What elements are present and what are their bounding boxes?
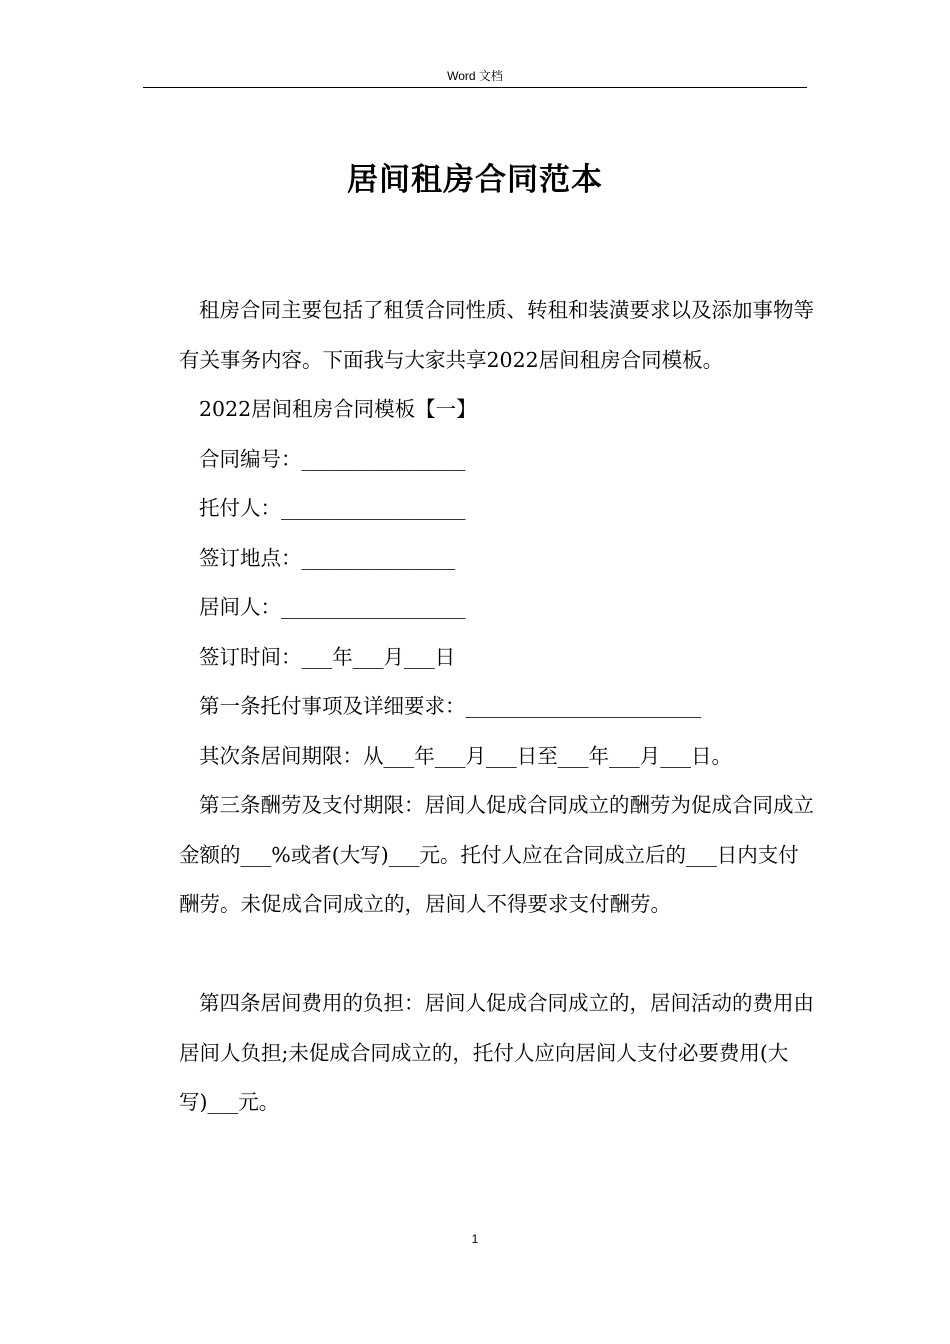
principal-field: 托付人：__________________: [199, 496, 466, 520]
article-1: 第一条托付事项及详细要求：_______________________: [199, 694, 702, 718]
header-divider: [143, 87, 807, 88]
signing-place-field: 签订地点：_______________: [199, 545, 456, 570]
article-2: 其次条居间期限：从___年___月___日至___年___月___日。: [199, 743, 732, 768]
document-title: 居间租房合同范本: [347, 162, 603, 198]
intermediary-field: 居间人：__________________: [199, 595, 466, 619]
signing-date-field: 签订时间：___年___月___日: [199, 644, 456, 669]
section-heading: 2022居间租房合同模板【一】: [199, 397, 477, 421]
page-number: 1: [471, 1232, 479, 1246]
document-body: [179, 286, 819, 1128]
article-3: 第三条酬劳及支付期限：居间人促成合同成立的酬劳为促成合同成立金额的___%或者(大写)___元。托付人应在合同成立后的___日内支付酬劳。未促成合同成立的，居间人不得要求支付酬劳。: [179, 793, 814, 916]
header-label: Word 文档: [447, 69, 503, 83]
intro-paragraph: 租房合同主要包括了租赁合同性质、转租和装潢要求以及添加事物等有关事务内容。下面我与大家共享2022居间租房合同模板。: [179, 298, 814, 372]
article-4: 第四条居间费用的负担：居间人促成合同成立的，居间活动的费用由居间人负担;未促成合同成立的，托付人应向居间人支付必要费用(大写)___元。: [179, 991, 814, 1114]
contract-number-field: 合同编号：________________: [199, 446, 466, 471]
